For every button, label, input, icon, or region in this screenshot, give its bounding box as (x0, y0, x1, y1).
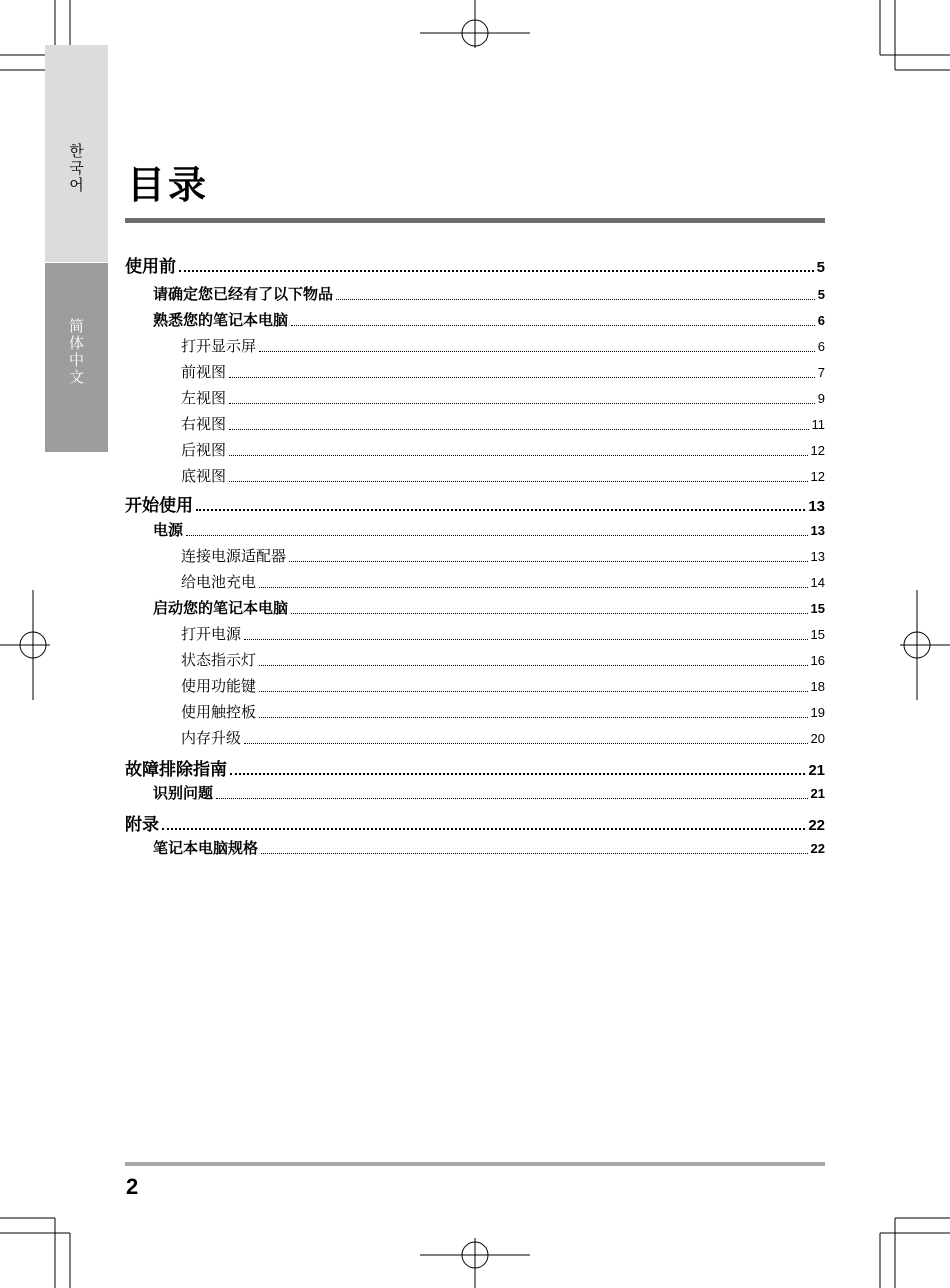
toc-entry-label: 电源 (153, 521, 184, 539)
toc-leader-dots (229, 376, 815, 378)
toc-leader-dots (229, 454, 808, 456)
toc-entry[interactable] (125, 252, 825, 277)
toc-entry-label: 底视图 (181, 467, 227, 485)
toc-leader-dots (291, 612, 808, 614)
toc-entry-label: 使用前 (125, 257, 176, 277)
toc-entry-page: 22 (808, 817, 825, 834)
toc-entry[interactable] (153, 519, 825, 540)
toc-entry[interactable] (181, 623, 825, 644)
toc-leader-dots (229, 480, 808, 482)
toc-leader-dots (229, 402, 815, 404)
toc-leader-dots (259, 664, 808, 666)
tab-korean[interactable] (45, 45, 108, 262)
toc-entry-label: 后视图 (181, 441, 227, 459)
toc-entry-page: 16 (810, 653, 825, 668)
toc-entry[interactable] (153, 283, 825, 304)
toc-entry-page: 7 (817, 365, 825, 380)
toc-leader-dots (196, 508, 805, 511)
toc-entry-label: 故障排除指南 (125, 760, 227, 780)
tab-simplified-chinese-label: 简体中文 (67, 318, 85, 386)
toc-entry-page: 5 (817, 287, 825, 302)
toc-leader-dots (244, 638, 808, 640)
toc-entry[interactable] (181, 571, 825, 592)
toc-entry-label: 熟悉您的笔记本电脑 (153, 311, 289, 329)
toc-entry-label: 前视图 (181, 363, 227, 381)
toc-leader-dots (336, 298, 815, 300)
toc-entry-label: 右视图 (181, 415, 227, 433)
toc-entry[interactable] (181, 545, 825, 566)
toc-entry[interactable] (181, 727, 825, 748)
page-title: 目录 (127, 163, 210, 207)
toc-entry[interactable] (181, 361, 825, 382)
toc-entry[interactable] (181, 701, 825, 722)
toc-entry-page: 18 (810, 679, 825, 694)
toc-entry[interactable] (181, 675, 825, 696)
toc-leader-dots (186, 534, 808, 536)
toc-entry[interactable] (153, 309, 825, 330)
page-number: 2 (126, 1174, 139, 1199)
toc-entry-label: 请确定您已经有了以下物品 (153, 285, 334, 303)
toc-entry-page: 12 (810, 469, 825, 484)
tab-korean-label: 한국어 (67, 143, 85, 194)
toc-entry-label: 使用触控板 (181, 703, 257, 721)
toc-entry-page: 21 (808, 762, 825, 779)
toc-leader-dots (162, 827, 805, 830)
toc-entry[interactable] (181, 413, 825, 434)
toc-entry-page: 20 (810, 731, 825, 746)
toc-entry-label: 给电池充电 (181, 573, 257, 591)
toc-entry-page: 13 (810, 549, 825, 564)
toc-entry-page: 12 (810, 443, 825, 458)
toc-leader-dots (179, 269, 814, 272)
toc-entry-page: 15 (810, 627, 825, 642)
toc-leader-dots (244, 742, 808, 744)
toc-entry-label: 打开显示屏 (181, 337, 257, 355)
toc-leader-dots (230, 772, 805, 775)
toc-entry[interactable] (181, 387, 825, 408)
toc-entry-page: 19 (810, 705, 825, 720)
toc-entry-label: 打开电源 (181, 625, 242, 643)
toc-entry[interactable] (181, 335, 825, 356)
toc-leader-dots (259, 716, 808, 718)
toc-leader-dots (259, 690, 808, 692)
toc-entry-page: 6 (817, 313, 825, 328)
toc-entry-page: 14 (810, 575, 825, 590)
toc-entry-label: 状态指示灯 (181, 651, 257, 669)
toc-entry-label: 笔记本电脑规格 (153, 839, 259, 857)
toc-entry[interactable] (153, 597, 825, 618)
toc-leader-dots (259, 350, 815, 352)
toc-entry-page: 22 (810, 841, 825, 856)
toc-entry[interactable] (125, 491, 825, 516)
toc-entry[interactable] (153, 837, 825, 858)
toc-entry-page: 11 (811, 417, 825, 432)
toc-entry-label: 左视图 (181, 389, 227, 407)
toc-entry[interactable] (125, 810, 825, 835)
tab-simplified-chinese[interactable] (45, 263, 108, 452)
toc-entry[interactable] (181, 465, 825, 486)
toc-entry-label: 内存升级 (181, 729, 242, 747)
footer-divider (125, 1162, 825, 1166)
toc-entry-page: 6 (817, 339, 825, 354)
title-divider (125, 218, 825, 223)
toc-entry[interactable] (181, 649, 825, 670)
toc-entry-label: 开始使用 (125, 496, 193, 516)
toc-leader-dots (259, 586, 808, 588)
toc-entry-page: 13 (808, 498, 825, 515)
toc-leader-dots (291, 324, 815, 326)
toc-leader-dots (289, 560, 808, 562)
toc-entry[interactable] (125, 755, 825, 780)
toc-entry-page: 9 (817, 391, 825, 406)
toc-leader-dots (229, 428, 808, 430)
toc-leader-dots (261, 852, 808, 854)
toc-entry[interactable] (153, 782, 825, 803)
toc-leader-dots (216, 797, 808, 799)
toc-entry-page: 21 (810, 786, 825, 801)
toc-entry-page: 15 (810, 601, 825, 616)
toc-entry-label: 启动您的笔记本电脑 (153, 599, 289, 617)
toc-entry-label: 使用功能键 (181, 677, 257, 695)
toc-entry-page: 13 (810, 523, 825, 538)
toc-entry[interactable] (181, 439, 825, 460)
toc-entry-label: 识别问题 (153, 784, 214, 802)
toc-entry-label: 连接电源适配器 (181, 547, 287, 565)
toc-entry-page: 5 (816, 259, 825, 276)
toc-entry-label: 附录 (125, 815, 159, 835)
